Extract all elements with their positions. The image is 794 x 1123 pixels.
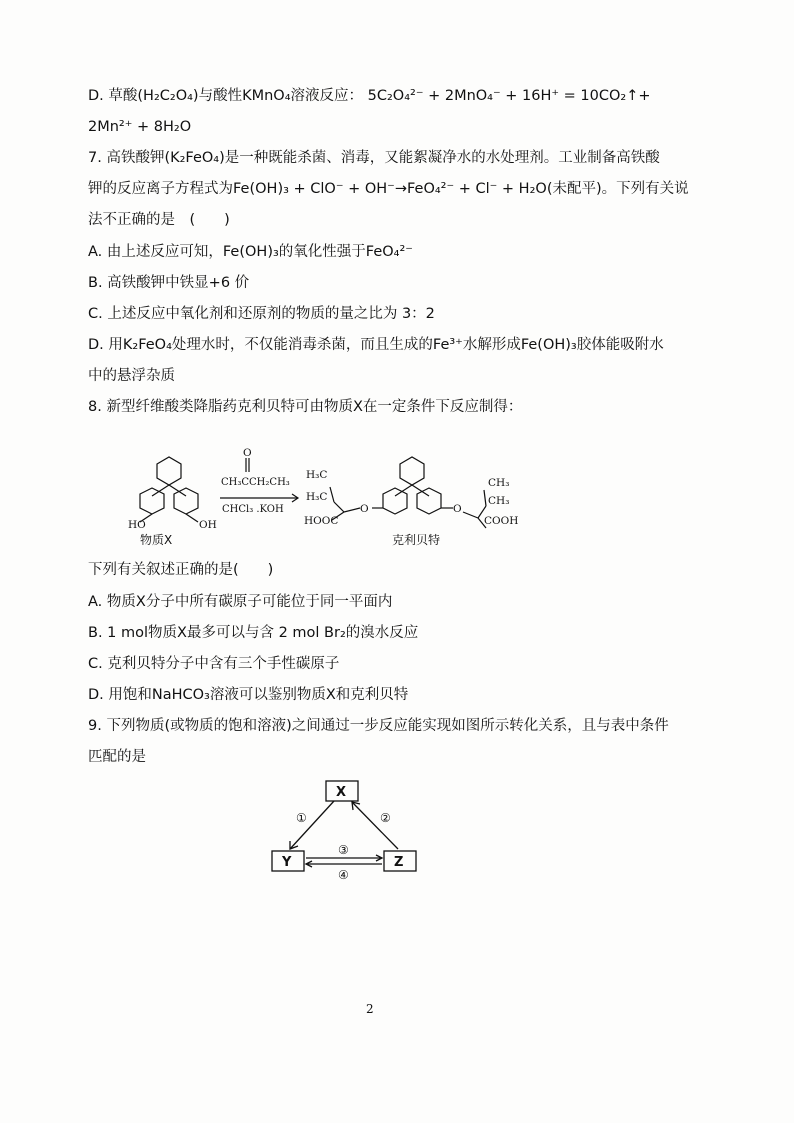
conversion-diagram (268, 778, 428, 880)
arrow-label-4: ④ (338, 868, 349, 880)
q8-option-d: D. 用饱和NaHCO₃溶液可以鉴别物质X和克利贝特 (88, 687, 409, 703)
label-oh-right: OH (199, 519, 217, 531)
arrow-label-3: ③ (338, 843, 349, 857)
arrow-label-2: ② (380, 811, 391, 825)
q8-option-b: B. 1 mol物质X最多可以与含 2 mol Br₂的溴水反应 (88, 625, 419, 641)
q6-option-d-line2: 2Mn²⁺ + 8H₂O (88, 119, 192, 135)
node-z: Z (394, 855, 404, 870)
q7-option-c: C. 上述反应中氧化剂和还原剂的物质的量之比为 3：2 (88, 306, 435, 322)
label-ketone-o: O (243, 447, 252, 459)
label-h3c-1: H₃C (306, 469, 328, 481)
node-y: Y (282, 855, 292, 870)
page-number: 2 (366, 1002, 374, 1016)
label-reagent-ketone: CH₃CCH₂CH₃ (221, 477, 290, 488)
label-clinofibrate: 克利贝特 (392, 533, 441, 547)
label-ch3-2: CH₃ (488, 495, 510, 507)
q7-stem-line3: 法不正确的是 ( ) (88, 212, 230, 228)
q6-option-d-line1: D. 草酸(H₂C₂O₄)与酸性KMnO₄溶液反应： 5C₂O₄²⁻ + 2MnO₄⁻ + 16H⁺ = 10CO₂↑+ (88, 88, 651, 104)
label-compound-x: 物质X (140, 533, 173, 547)
q8-prompt: 下列有关叙述正确的是( ) (88, 562, 274, 578)
node-x: X (336, 785, 347, 800)
arrow-label-1: ① (296, 811, 307, 825)
label-ch3-1: CH₃ (488, 477, 510, 489)
q8-stem: 8. 新型纤维酸类降脂药克利贝特可由物质X在一定条件下反应制得： (88, 399, 523, 415)
q7-option-a: A. 由上述反应可知，Fe(OH)₃的氧化性强于FeO₄²⁻ (88, 244, 413, 260)
q7-stem-line1: 7. 高铁酸钾(K₂FeO₄)是一种既能杀菌、消毒，又能絮凝净水的水处理剂。工业制备高铁酸 (88, 150, 660, 166)
q8-option-a: A. 物质X分子中所有碳原子可能位于同一平面内 (88, 594, 393, 610)
label-hooc: HOOC (304, 515, 339, 527)
conversion-diagram-svg (268, 778, 428, 880)
label-ether-o-left: O (360, 503, 369, 515)
label-cooh: COOH (484, 515, 519, 527)
reaction-scheme (80, 432, 540, 562)
q7-option-d-line2: 中的悬浮杂质 (88, 368, 175, 384)
label-oh-left: HO (128, 519, 146, 531)
q7-option-b: B. 高铁酸钾中铁显+6 价 (88, 275, 250, 291)
q9-stem-line1: 9. 下列物质(或物质的饱和溶液)之间通过一步反应能实现如图所示转化关系，且与表中条件 (88, 718, 669, 734)
q7-stem-line2: 钾的反应离子方程式为Fe(OH)₃ + ClO⁻ + OH⁻→FeO₄²⁻ + Cl⁻ + H₂O(未配平)。下列有关说 (88, 181, 689, 197)
q8-option-c: C. 克利贝特分子中含有三个手性碳原子 (88, 656, 340, 672)
q9-stem-line2: 匹配的是 (88, 749, 146, 765)
q7-option-d-line1: D. 用K₂FeO₄处理水时，不仅能消毒杀菌，而且生成的Fe³⁺水解形成Fe(OH)₃胶体能吸附水 (88, 337, 664, 353)
label-h3c-2: H₃C (306, 491, 328, 503)
reaction-scheme-svg (80, 432, 540, 562)
label-reagent-conditions: CHCl₃ .KOH (222, 504, 284, 515)
label-ether-o-right: O (453, 503, 462, 515)
